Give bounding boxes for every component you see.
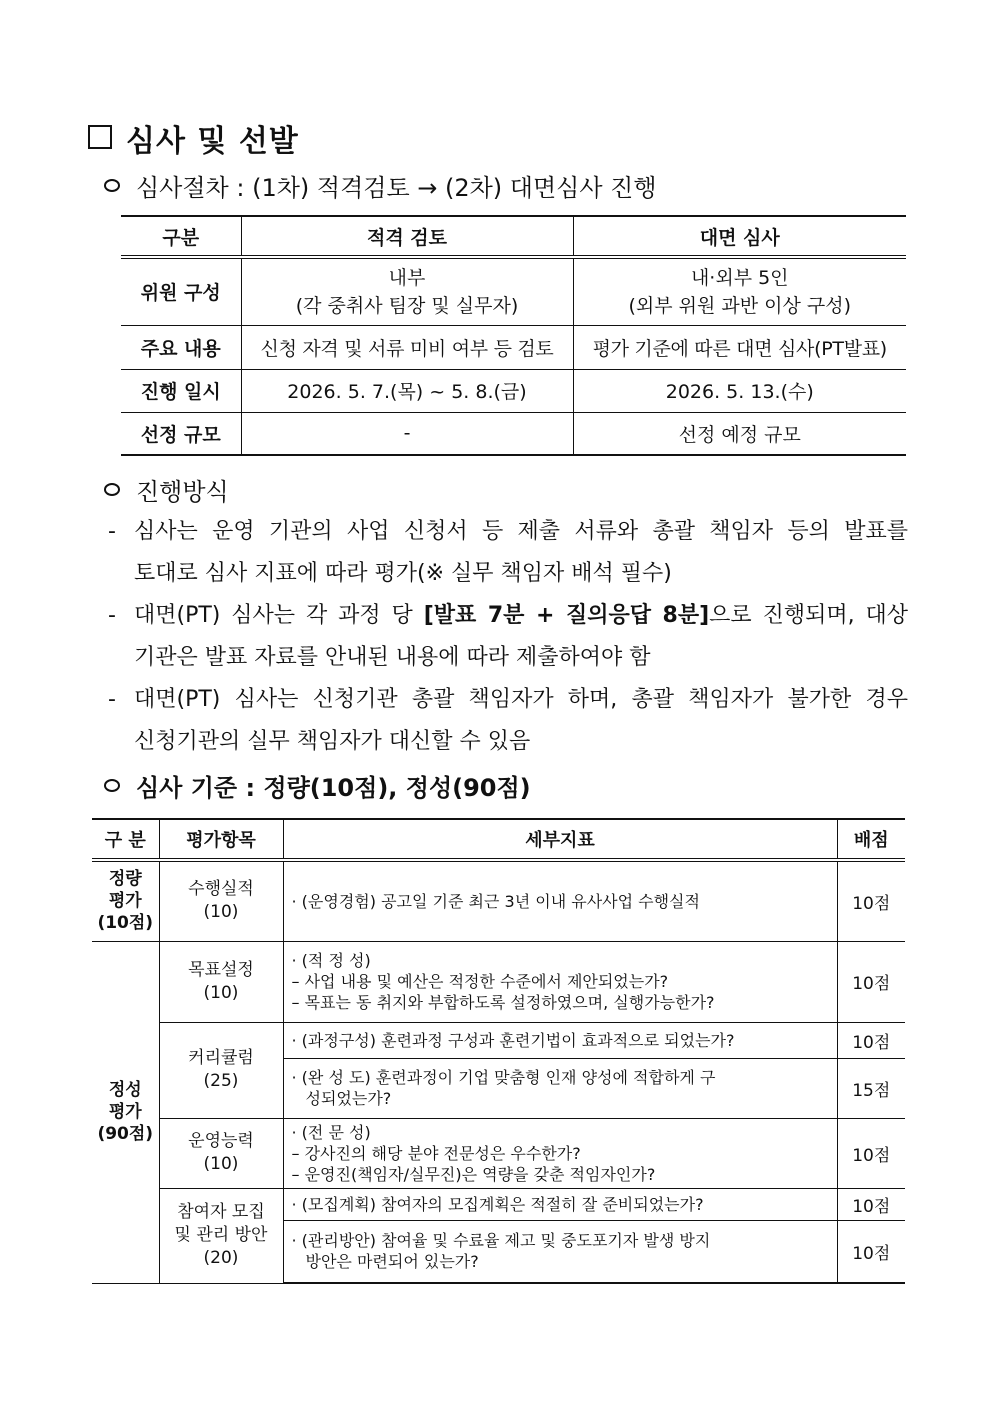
table-cell: 평가 기준에 따른 대면 심사(PT발표) (573, 325, 906, 369)
table-cell: 선정 예정 규모 (573, 412, 906, 455)
table-cell: - (241, 412, 573, 455)
item-cell: 참여자 모집 및 관리 방안 (20) (159, 1188, 283, 1283)
score-cell: 10점 (837, 1118, 905, 1188)
score-cell: 10점 (837, 860, 905, 941)
score-cell: 10점 (837, 1022, 905, 1058)
detail-cell: · (전 문 성) – 강사진의 해당 분야 전문성은 우수한가? – 운영진(책임자/실무진)은 역량을 갖춘 적임자인가? (283, 1118, 837, 1188)
item-cell: 수행실적 (10) (159, 860, 283, 941)
method-item: - 대면(PT) 심사는 각 과정 당 [발표 7분 + 질의응답 8분]으로 진행되며, 대상 기관은 발표 자료를 안내된 내용에 따라 제출하여야 함 (108, 603, 909, 670)
item-cell: 목표설정 (10) (159, 941, 283, 1022)
table-cell: 2026. 5. 7.(목) ~ 5. 8.(금) (241, 369, 573, 412)
header-cell: 대면 심사 (573, 216, 906, 257)
table-row (92, 860, 905, 941)
table-row (121, 325, 906, 369)
checkbox-square-icon (88, 125, 112, 149)
section-title: 심사 및 선발 (88, 116, 299, 160)
procedure-heading: 심사절차 : (1차) 적격검토 → (2차) 대면심사 진행 (104, 168, 657, 203)
circle-bullet-icon (104, 179, 120, 192)
category-cell: 정성 평가 (90점) (92, 941, 159, 1283)
row-label: 주요 내용 (121, 325, 241, 369)
procedure-table (121, 215, 906, 456)
method-item: - 심사는 운영 기관의 사업 신청서 등 제출 서류와 총괄 책임자 등의 발표를 토대로 심사 지표에 따라 평가(※ 실무 책임자 배석 필수) (108, 519, 908, 586)
table-row (92, 1022, 905, 1058)
table-row (92, 1188, 905, 1220)
detail-cell: · (과정구성) 훈련과정 구성과 훈련기법이 효과적으로 되었는가? (283, 1022, 837, 1058)
method-heading: 진행방식 (104, 472, 229, 507)
table-cell: 내·외부 5인 (외부 위원 과반 이상 구성) (573, 257, 906, 325)
score-cell: 10점 (837, 1220, 905, 1283)
score-cell: 15점 (837, 1058, 905, 1118)
item-cell: 운영능력 (10) (159, 1118, 283, 1188)
detail-cell: · (완 성 도) 훈련과정이 기업 맞춤형 인재 양성에 적합하게 구 성되었는가? (283, 1058, 837, 1118)
table-row (121, 412, 906, 455)
header-cell: 구분 (121, 216, 241, 257)
table-cell: 2026. 5. 13.(수) (573, 369, 906, 412)
detail-cell: · (운영경험) 공고일 기준 최근 3년 이내 유사사업 수행실적 (283, 860, 837, 941)
table-cell: 신청 자격 및 서류 미비 여부 등 검토 (241, 325, 573, 369)
score-cell: 10점 (837, 1188, 905, 1220)
score-cell: 10점 (837, 941, 905, 1022)
circle-bullet-icon (104, 779, 120, 792)
row-label: 선정 규모 (121, 412, 241, 455)
detail-cell: · (적 정 성) – 사업 내용 및 예산은 적정한 수준에서 제안되었는가? – 목표는 동 취지와 부합하도록 설정하였으며, 실행가능한가? (283, 941, 837, 1022)
circle-bullet-icon (104, 483, 120, 496)
item-cell: 커리큘럼 (25) (159, 1022, 283, 1118)
header-cell: 적격 검토 (241, 216, 573, 257)
criteria-heading: 심사 기준 : 정량(10점), 정성(90점) (104, 768, 531, 803)
table-row (121, 257, 906, 325)
table-row (92, 941, 905, 1022)
table-header-row (121, 216, 906, 257)
category-cell: 정량 평가 (10점) (92, 860, 159, 941)
criteria-table (92, 818, 905, 1284)
table-row (121, 369, 906, 412)
row-label: 진행 일시 (121, 369, 241, 412)
detail-cell: · (관리방안) 참여율 및 수료율 제고 및 중도포기자 발생 방지 방안은 마련되어 있는가? (283, 1220, 837, 1283)
header-cell: 평가항목 (159, 819, 283, 860)
header-cell: 배점 (837, 819, 905, 860)
header-cell: 세부지표 (283, 819, 837, 860)
row-label: 위원 구성 (121, 257, 241, 325)
table-cell: 내부 (각 중취사 팀장 및 실무자) (241, 257, 573, 325)
table-header-row (92, 819, 905, 860)
detail-cell: · (모집계획) 참여자의 모집계획은 적절히 잘 준비되었는가? (283, 1188, 837, 1220)
table-row (92, 1118, 905, 1188)
method-item: - 대면(PT) 심사는 신청기관 총괄 책임자가 하며, 총괄 책임자가 불가한 경우 신청기관의 실무 책임자가 대신할 수 있음 (108, 687, 908, 754)
header-cell: 구 분 (92, 819, 159, 860)
